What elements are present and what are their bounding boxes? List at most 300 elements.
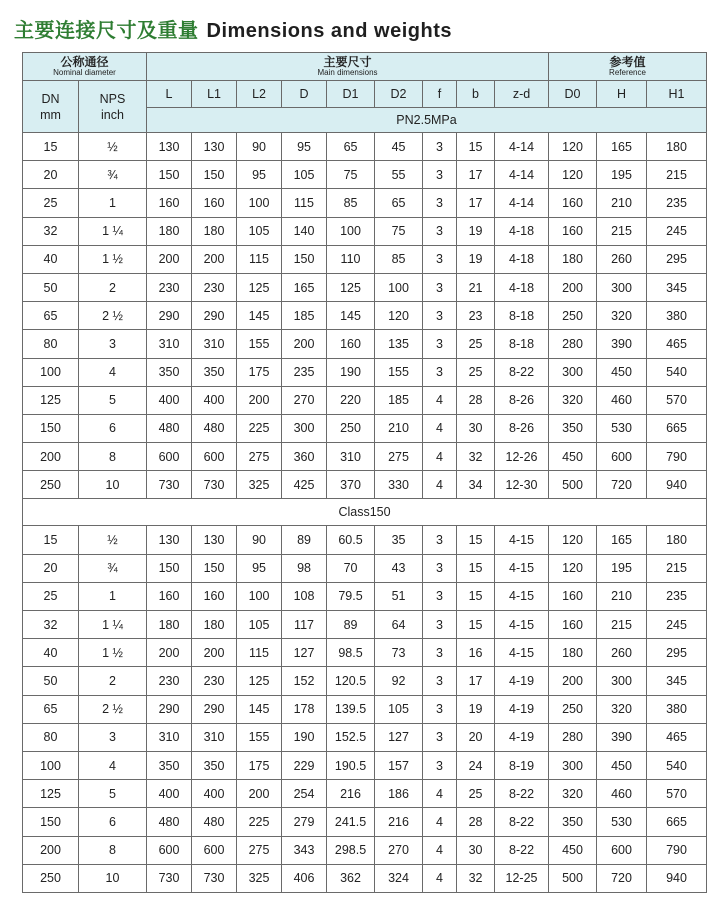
table-cell: 730	[147, 471, 192, 499]
table-cell: 3	[79, 330, 147, 358]
table-cell: 5	[79, 386, 147, 414]
table-cell: 300	[549, 751, 597, 779]
table-cell: 225	[237, 414, 282, 442]
table-cell: 43	[375, 554, 423, 582]
table-cell: 15	[457, 582, 495, 610]
table-cell: 30	[457, 836, 495, 864]
table-cell: 230	[192, 273, 237, 301]
table-cell: 4-18	[495, 273, 549, 301]
table-cell: 165	[597, 133, 647, 161]
table-cell: 180	[192, 611, 237, 639]
table-cell: 89	[282, 526, 327, 554]
table-cell: 28	[457, 386, 495, 414]
table-cell: 4	[423, 386, 457, 414]
table-cell: 8-18	[495, 302, 549, 330]
table-cell: 3	[423, 133, 457, 161]
table-cell: 241.5	[327, 808, 375, 836]
table-cell: 4	[423, 443, 457, 471]
table-cell: 325	[237, 471, 282, 499]
table-cell: 98.5	[327, 639, 375, 667]
table-cell: 665	[647, 414, 707, 442]
table-cell: ¾	[79, 554, 147, 582]
table-cell: 155	[237, 330, 282, 358]
table-cell: 110	[327, 245, 375, 273]
table-row	[23, 864, 707, 892]
table-cell: 3	[423, 302, 457, 330]
column-header: D1	[327, 81, 375, 108]
table-cell: 45	[375, 133, 423, 161]
table-cell: 570	[647, 780, 707, 808]
table-cell: 2 ½	[79, 695, 147, 723]
table-cell: 180	[147, 611, 192, 639]
section-label: Class150	[23, 499, 707, 526]
table-cell: 4-14	[495, 189, 549, 217]
table-cell: 790	[647, 836, 707, 864]
table-cell: 215	[647, 554, 707, 582]
table-cell: 320	[597, 302, 647, 330]
table-cell: 280	[549, 723, 597, 751]
table-cell: 125	[327, 273, 375, 301]
table-cell: 295	[647, 639, 707, 667]
table-cell: 310	[147, 723, 192, 751]
table-cell: 130	[147, 526, 192, 554]
dimensions-table	[22, 52, 707, 893]
table-cell: 230	[147, 667, 192, 695]
table-cell: 160	[549, 611, 597, 639]
table-cell: 15	[23, 133, 79, 161]
header-group-row	[23, 53, 707, 81]
table-cell: 150	[147, 161, 192, 189]
table-cell: 90	[237, 133, 282, 161]
table-cell: 165	[597, 526, 647, 554]
table-cell: 5	[79, 780, 147, 808]
table-cell: 3	[423, 526, 457, 554]
table-cell: 175	[237, 751, 282, 779]
table-cell: 120	[549, 554, 597, 582]
table-cell: 245	[647, 611, 707, 639]
table-cell: 20	[23, 554, 79, 582]
table-cell: 32	[23, 611, 79, 639]
table-cell: 250	[549, 695, 597, 723]
table-cell: 360	[282, 443, 327, 471]
title-chinese: 主要连接尺寸及重量	[14, 20, 199, 42]
table-cell: 115	[237, 639, 282, 667]
table-cell: 4-14	[495, 133, 549, 161]
table-cell: 185	[282, 302, 327, 330]
table-cell: 4-19	[495, 695, 549, 723]
table-cell: 200	[237, 386, 282, 414]
table-cell: 125	[23, 386, 79, 414]
table-cell: 117	[282, 611, 327, 639]
table-cell: 3	[423, 695, 457, 723]
table-cell: 210	[597, 582, 647, 610]
table-cell: 120	[375, 302, 423, 330]
table-cell: 500	[549, 864, 597, 892]
table-cell: 3	[423, 611, 457, 639]
table-row	[23, 526, 707, 554]
table-cell: 270	[282, 386, 327, 414]
table-cell: 190	[327, 358, 375, 386]
table-cell: 790	[647, 443, 707, 471]
table-cell: 152	[282, 667, 327, 695]
table-cell: 8	[79, 443, 147, 471]
table-cell: 160	[327, 330, 375, 358]
table-cell: 3	[423, 582, 457, 610]
table-cell: 115	[237, 245, 282, 273]
table-cell: 235	[282, 358, 327, 386]
table-cell: 95	[282, 133, 327, 161]
nps-header: NPS inch	[79, 81, 147, 133]
table-cell: 245	[647, 217, 707, 245]
table-cell: 1 ½	[79, 245, 147, 273]
table-cell: 186	[375, 780, 423, 808]
table-cell: 320	[549, 780, 597, 808]
table-cell: 275	[375, 443, 423, 471]
table-cell: 300	[282, 414, 327, 442]
table-row	[23, 217, 707, 245]
table-cell: 190	[282, 723, 327, 751]
table-cell: 145	[237, 695, 282, 723]
table-cell: 80	[23, 330, 79, 358]
table-row	[23, 751, 707, 779]
table-cell: 400	[147, 386, 192, 414]
table-cell: 160	[147, 189, 192, 217]
table-cell: 120	[549, 161, 597, 189]
table-cell: 139.5	[327, 695, 375, 723]
table-cell: 125	[23, 780, 79, 808]
table-cell: 295	[647, 245, 707, 273]
table-cell: 229	[282, 751, 327, 779]
reference-header: 参考值 Reference	[549, 53, 707, 81]
table-cell: ½	[79, 526, 147, 554]
table-cell: 12-26	[495, 443, 549, 471]
table-cell: 450	[549, 443, 597, 471]
table-cell: 345	[647, 667, 707, 695]
table-cell: 60.5	[327, 526, 375, 554]
table-cell: 480	[192, 808, 237, 836]
table-row	[23, 330, 707, 358]
table-cell: 200	[237, 780, 282, 808]
table-row	[23, 582, 707, 610]
table-cell: 8-26	[495, 414, 549, 442]
table-cell: 130	[147, 133, 192, 161]
table-cell: 180	[549, 639, 597, 667]
table-cell: 19	[457, 695, 495, 723]
table-cell: 200	[192, 245, 237, 273]
table-cell: 275	[237, 836, 282, 864]
table-cell: 157	[375, 751, 423, 779]
table-cell: 600	[192, 836, 237, 864]
table-cell: 1 ½	[79, 639, 147, 667]
table-cell: 150	[192, 554, 237, 582]
table-cell: 350	[147, 358, 192, 386]
table-cell: 200	[147, 639, 192, 667]
table-cell: 180	[192, 217, 237, 245]
table-cell: 270	[375, 836, 423, 864]
table-cell: 320	[597, 695, 647, 723]
table-cell: 406	[282, 864, 327, 892]
table-cell: 250	[327, 414, 375, 442]
table-cell: 324	[375, 864, 423, 892]
table-cell: 24	[457, 751, 495, 779]
table-cell: 400	[147, 780, 192, 808]
table-cell: 3	[423, 639, 457, 667]
table-cell: 275	[237, 443, 282, 471]
table-cell: 95	[237, 554, 282, 582]
table-cell: 25	[23, 582, 79, 610]
table-cell: 20	[23, 161, 79, 189]
table-cell: 3	[423, 751, 457, 779]
table-cell: 310	[192, 723, 237, 751]
table-cell: 940	[647, 864, 707, 892]
table-cell: 150	[23, 414, 79, 442]
table-cell: 4	[423, 414, 457, 442]
table-cell: 15	[457, 133, 495, 161]
table-row	[23, 358, 707, 386]
table-cell: 480	[192, 414, 237, 442]
table-cell: 200	[23, 443, 79, 471]
table-cell: 250	[23, 864, 79, 892]
table-cell: 115	[282, 189, 327, 217]
column-header: b	[457, 81, 495, 108]
table-cell: 425	[282, 471, 327, 499]
table-cell: 80	[23, 723, 79, 751]
table-cell: 235	[647, 189, 707, 217]
table-cell: 280	[549, 330, 597, 358]
table-cell: 100	[23, 751, 79, 779]
table-cell: 8-19	[495, 751, 549, 779]
table-cell: 730	[192, 471, 237, 499]
table-cell: 32	[457, 443, 495, 471]
table-row	[23, 554, 707, 582]
table-cell: 155	[375, 358, 423, 386]
table-cell: 362	[327, 864, 375, 892]
table-cell: 1 ¼	[79, 611, 147, 639]
table-cell: 190.5	[327, 751, 375, 779]
table-cell: 215	[597, 217, 647, 245]
table-cell: 350	[192, 358, 237, 386]
table-cell: 6	[79, 414, 147, 442]
table-cell: 400	[192, 780, 237, 808]
table-cell: 105	[375, 695, 423, 723]
table-cell: 25	[457, 358, 495, 386]
column-header: H	[597, 81, 647, 108]
table-cell: 4-18	[495, 217, 549, 245]
table-cell: 150	[192, 161, 237, 189]
table-cell: 200	[549, 273, 597, 301]
table-cell: 290	[192, 695, 237, 723]
table-cell: 310	[192, 330, 237, 358]
table-cell: 279	[282, 808, 327, 836]
table-cell: 310	[147, 330, 192, 358]
table-cell: 79.5	[327, 582, 375, 610]
table-cell: 178	[282, 695, 327, 723]
table-cell: 300	[549, 358, 597, 386]
table-cell: 298.5	[327, 836, 375, 864]
table-cell: 8-26	[495, 386, 549, 414]
table-cell: 3	[423, 189, 457, 217]
table-cell: 34	[457, 471, 495, 499]
table-cell: 4	[423, 836, 457, 864]
table-cell: 600	[597, 836, 647, 864]
page-title	[14, 14, 452, 43]
table-cell: 2	[79, 273, 147, 301]
column-header: D	[282, 81, 327, 108]
table-row	[23, 836, 707, 864]
table-cell: 75	[375, 217, 423, 245]
table-cell: 290	[192, 302, 237, 330]
table-cell: 200	[147, 245, 192, 273]
table-cell: 19	[457, 217, 495, 245]
table-cell: 540	[647, 358, 707, 386]
pressure-class-label: PN2.5MPa	[147, 108, 707, 133]
table-cell: 160	[192, 582, 237, 610]
table-row	[23, 133, 707, 161]
table-cell: 160	[549, 189, 597, 217]
table-cell: 8-22	[495, 358, 549, 386]
table-cell: 4-15	[495, 526, 549, 554]
table-cell: 4	[79, 751, 147, 779]
table-cell: 65	[327, 133, 375, 161]
table-cell: 4-15	[495, 554, 549, 582]
table-cell: 720	[597, 471, 647, 499]
table-cell: 4-19	[495, 667, 549, 695]
table-cell: 3	[79, 723, 147, 751]
table-cell: 4	[423, 471, 457, 499]
table-cell: 50	[23, 667, 79, 695]
table-cell: 300	[597, 667, 647, 695]
table-cell: 150	[282, 245, 327, 273]
table-cell: 125	[237, 667, 282, 695]
table-row	[23, 161, 707, 189]
table-cell: 3	[423, 667, 457, 695]
table-row	[23, 808, 707, 836]
table-cell: 200	[23, 836, 79, 864]
column-header: L1	[192, 81, 237, 108]
table-cell: 720	[597, 864, 647, 892]
table-cell: 600	[597, 443, 647, 471]
table-cell: 85	[375, 245, 423, 273]
table-cell: 15	[457, 611, 495, 639]
table-cell: 3	[423, 330, 457, 358]
table-cell: 4	[79, 358, 147, 386]
table-cell: 250	[23, 471, 79, 499]
table-row	[23, 667, 707, 695]
table-cell: 160	[147, 582, 192, 610]
section-header-row	[23, 499, 707, 526]
table-cell: 350	[549, 414, 597, 442]
table-body	[23, 53, 707, 893]
table-cell: 230	[192, 667, 237, 695]
table-cell: 65	[375, 189, 423, 217]
table-cell: 4-14	[495, 161, 549, 189]
table-cell: 230	[147, 273, 192, 301]
table-cell: 75	[327, 161, 375, 189]
table-cell: 16	[457, 639, 495, 667]
table-cell: 320	[549, 386, 597, 414]
column-header: L	[147, 81, 192, 108]
table-cell: 120.5	[327, 667, 375, 695]
table-cell: 4-15	[495, 582, 549, 610]
table-cell: 390	[597, 723, 647, 751]
table-cell: 380	[647, 695, 707, 723]
dn-header: DN mm	[23, 81, 79, 133]
table-row	[23, 695, 707, 723]
table-cell: 390	[597, 330, 647, 358]
table-cell: 4	[423, 780, 457, 808]
table-cell: 600	[147, 836, 192, 864]
table-cell: 480	[147, 808, 192, 836]
table-cell: 290	[147, 695, 192, 723]
column-header-row	[23, 81, 707, 108]
column-header: D0	[549, 81, 597, 108]
table-cell: 155	[237, 723, 282, 751]
table-cell: 105	[282, 161, 327, 189]
table-cell: 10	[79, 864, 147, 892]
table-cell: 1 ¼	[79, 217, 147, 245]
column-header: f	[423, 81, 457, 108]
table-cell: 25	[23, 189, 79, 217]
table-cell: 460	[597, 386, 647, 414]
table-cell: 135	[375, 330, 423, 358]
table-cell: 4	[423, 864, 457, 892]
table-cell: 350	[192, 751, 237, 779]
table-cell: 185	[375, 386, 423, 414]
table-cell: 216	[327, 780, 375, 808]
table-cell: 225	[237, 808, 282, 836]
table-cell: 175	[237, 358, 282, 386]
table-cell: 90	[237, 526, 282, 554]
table-cell: 125	[237, 273, 282, 301]
table-cell: 325	[237, 864, 282, 892]
table-cell: 220	[327, 386, 375, 414]
table-row	[23, 245, 707, 273]
table-cell: 180	[647, 526, 707, 554]
table-cell: 40	[23, 639, 79, 667]
table-cell: 345	[647, 273, 707, 301]
table-cell: 350	[147, 751, 192, 779]
table-cell: 2 ½	[79, 302, 147, 330]
table-cell: 450	[597, 358, 647, 386]
table-cell: 4-15	[495, 639, 549, 667]
table-cell: 19	[457, 245, 495, 273]
table-cell: 3	[423, 161, 457, 189]
table-cell: 95	[237, 161, 282, 189]
table-cell: 100	[23, 358, 79, 386]
table-cell: 540	[647, 751, 707, 779]
table-cell: 530	[597, 414, 647, 442]
table-cell: 1	[79, 582, 147, 610]
table-row	[23, 302, 707, 330]
table-cell: 160	[549, 217, 597, 245]
title-english: Dimensions and weights	[206, 20, 452, 42]
table-row	[23, 443, 707, 471]
table-cell: 120	[549, 526, 597, 554]
table-cell: 65	[23, 302, 79, 330]
table-cell: 92	[375, 667, 423, 695]
table-cell: 216	[375, 808, 423, 836]
table-cell: ½	[79, 133, 147, 161]
column-header: z-d	[495, 81, 549, 108]
table-cell: 98	[282, 554, 327, 582]
table-cell: 130	[192, 133, 237, 161]
table-cell: 10	[79, 471, 147, 499]
table-cell: 20	[457, 723, 495, 751]
table-cell: 3	[423, 358, 457, 386]
nominal-diameter-header: 公称通径 Nominal diameter	[23, 53, 147, 81]
table-cell: 300	[597, 273, 647, 301]
table-cell: 12-30	[495, 471, 549, 499]
